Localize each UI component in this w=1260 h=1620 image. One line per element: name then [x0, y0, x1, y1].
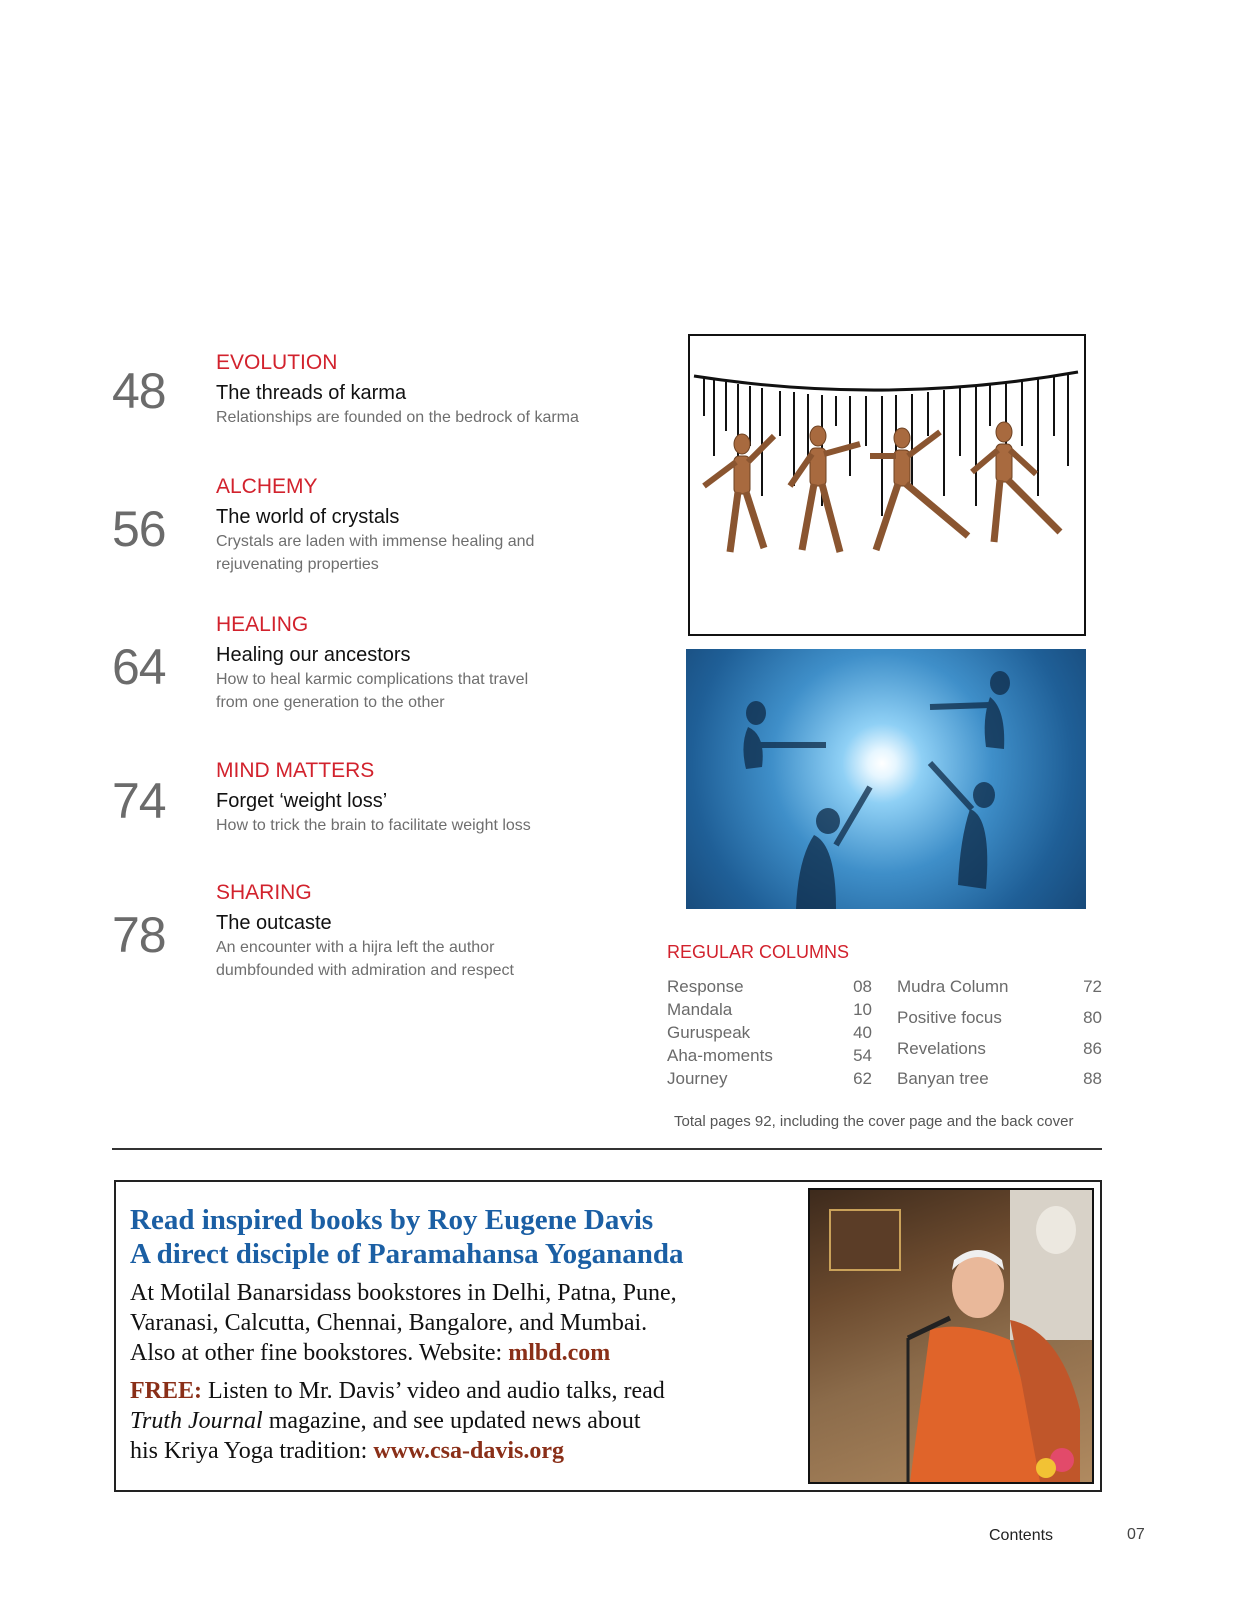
toc-page-number: 56 [112, 501, 166, 557]
column-name: Revelations [897, 1039, 986, 1058]
csa-davis-link[interactable]: www.csa-davis.org [373, 1438, 564, 1464]
ad-website-text: Also at other fine bookstores. Website: [130, 1340, 509, 1366]
column-name: Positive focus [897, 1008, 1002, 1027]
column-name: Guruspeak [667, 1023, 751, 1042]
column-name: Banyan tree [897, 1069, 989, 1088]
mlbd-link[interactable]: mlbd.com [508, 1340, 611, 1366]
toc-category: SHARING [216, 881, 312, 904]
light-figures-photo [686, 649, 1086, 909]
toc-description: An encounter with a hijra left the author [216, 939, 495, 956]
column-page: 88 [1083, 1069, 1102, 1088]
column-page: 54 [853, 1046, 872, 1065]
column-page: 40 [853, 1023, 872, 1042]
toc-description: How to heal karmic complications that travel [216, 671, 529, 688]
ad-free-text [130, 1376, 770, 1466]
column-page: 80 [1083, 1008, 1102, 1027]
toc-page-number: 48 [112, 363, 166, 419]
truth-journal-title: Truth Journal [130, 1408, 263, 1434]
ad-line [130, 1406, 770, 1436]
ad-stores-text [130, 1278, 770, 1368]
column-name: Mudra Column [897, 977, 1009, 996]
ad-line [130, 1376, 770, 1406]
toc-description: dumbfounded with admiration and respect [216, 962, 514, 979]
column-page: 62 [853, 1069, 872, 1088]
toc-title: The world of crystals [216, 506, 400, 528]
section-divider [112, 1148, 1102, 1150]
column-name: Mandala [667, 1000, 733, 1019]
toc-title: The threads of karma [216, 382, 407, 404]
column-page: 72 [1083, 977, 1102, 996]
column-page: 08 [853, 977, 872, 996]
puppets-illustration [688, 334, 1086, 636]
toc-page-number: 64 [112, 639, 166, 695]
ad-line [130, 1436, 770, 1466]
toc-category: ALCHEMY [216, 475, 318, 498]
total-pages-note: Total pages 92, including the cover page and the back cover [674, 1113, 1074, 1130]
book-advertisement [114, 1180, 1102, 1492]
free-label: FREE: [130, 1378, 202, 1404]
ad-headline: Read inspired books by Roy Eugene Davis [130, 1204, 654, 1236]
toc-page-number: 74 [112, 773, 166, 829]
ad-line: At Motilal Banarsidass bookstores in Delhi, Patna, Pune, [130, 1280, 677, 1306]
portrait-drawing [810, 1190, 1092, 1482]
column-page: 86 [1083, 1039, 1102, 1058]
toc-category: MIND MATTERS [216, 759, 375, 782]
regular-columns-title: REGULAR COLUMNS [667, 942, 850, 962]
ad-free-line: his Kriya Yoga tradition: [130, 1438, 374, 1464]
toc-description: Crystals are laden with immense healing and [216, 533, 535, 550]
ad-line: Varanasi, Calcutta, Chennai, Bangalore, and Mumbai. [130, 1310, 648, 1336]
ad-free-line: Listen to Mr. Davis’ video and audio talks, read [202, 1378, 665, 1404]
column-page: 10 [853, 1000, 872, 1019]
toc-category: EVOLUTION [216, 351, 338, 374]
ad-free-line: magazine, and see updated news about [262, 1408, 641, 1434]
toc-description: from one generation to the other [216, 694, 445, 711]
puppets-drawing [690, 336, 1084, 634]
ad-subheadline: A direct disciple of Paramahansa Yogananda [130, 1238, 684, 1270]
column-name: Response [667, 977, 744, 996]
ad-line [130, 1338, 770, 1368]
toc-title: Healing our ancestors [216, 644, 411, 666]
toc-page-number: 78 [112, 907, 166, 963]
column-name: Aha-moments [667, 1046, 773, 1065]
toc-category: HEALING [216, 613, 309, 636]
toc-description: Relationships are founded on the bedrock of karma [216, 409, 579, 426]
column-name: Journey [667, 1069, 728, 1088]
silhouettes-drawing [686, 649, 1086, 909]
toc-title: The outcaste [216, 912, 332, 934]
page-number: 07 [1127, 1526, 1145, 1543]
toc-title: Forget ‘weight loss’ [216, 790, 388, 812]
roy-eugene-davis-photo [808, 1188, 1094, 1484]
section-label: Contents [989, 1527, 1054, 1544]
toc-description: How to trick the brain to facilitate weight loss [216, 817, 531, 834]
toc-description: rejuvenating properties [216, 556, 379, 573]
